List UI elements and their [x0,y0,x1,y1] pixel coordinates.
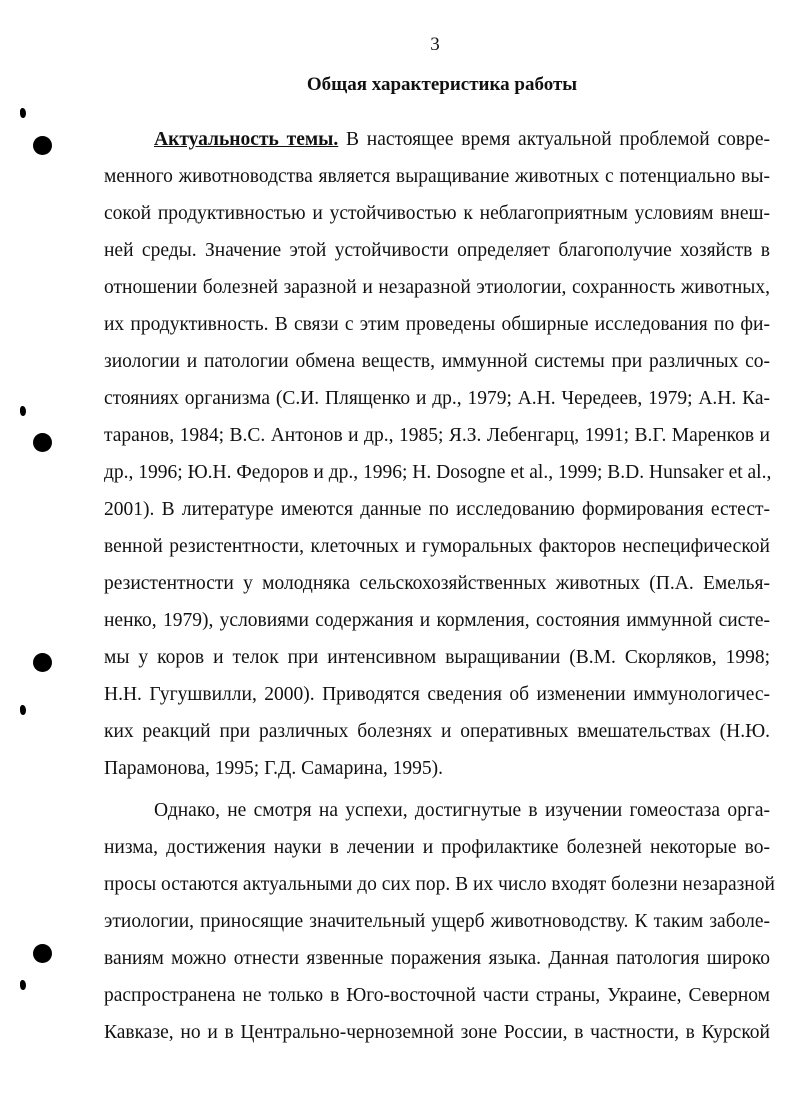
paragraph-line: Кавказе, но и в Центрально-черноземной зоне России, в частности, в Курской [104,1022,770,1043]
paragraph-line: мы у коров и телок при интенсивном выращивании (В.М. Скорляков, 1998; [104,647,770,668]
paragraph-line: Парамонова, 1995; Г.Д. Самарина, 1995). [104,758,443,779]
paragraph-line: резистентности у молодняка сельскохозяйственных животных (П.А. Емелья- [104,573,770,594]
paragraph-line: таранов, 1984; В.С. Антонов и др., 1985; Я.З. Лебенгарц, 1991; В.Г. Маренков и [104,425,770,446]
paragraph-line: 2001). В литературе имеются данные по исследованию формирования естест- [104,499,770,520]
paragraph-line: Н.Н. Гугушвилли, 2000). Приводятся сведения об изменении иммунологичес- [104,684,770,705]
paragraph-line: Актуальность темы. В настоящее время актуальной проблемой совре- [154,129,771,150]
paragraph-line: низма, достижения науки в лечении и профилактике болезней некоторые во- [104,837,770,858]
paragraph-line: венной резистентности, клеточных и гуморальных факторов неспецифической [104,536,770,557]
paragraph-line: этиологии, приносящие значительный ущерб животноводству. К таким заболе- [104,911,770,932]
paragraph-line: отношении болезней заразной и незаразной этиологии, сохранность животных, [104,277,770,298]
page-title: Общая характеристика работы [306,74,578,95]
binding-hole [33,653,52,672]
paragraph-line: стояниях организма (С.И. Плященко и др., 1979; А.Н. Чередеев, 1979; А.Н. Ка- [104,388,770,409]
binding-hole [33,433,52,452]
scan-speck [20,406,26,416]
paragraph-line: менного животноводства является выращивание животных с потенциально вы- [104,166,770,187]
binding-hole [33,136,52,155]
paragraph-line: сокой продуктивностью и устойчивостью к неблагоприятным условиям внеш- [104,203,770,224]
scan-speck [20,980,26,990]
paragraph-line: ненко, 1979), условиями содержания и кормления, состояния иммунной систе- [104,610,770,631]
section-keyword: Актуальность темы. [154,129,339,150]
paragraph-line: их продуктивность. В связи с этим проведены обширные исследования по фи- [104,314,770,335]
paragraph-line: ней среды. Значение этой устойчивости определяет благополучие хозяйств в [104,240,770,261]
binding-hole [33,944,52,963]
paragraph-line: Однако, не смотря на успехи, достигнутые в изучении гомеостаза орга- [154,800,770,821]
paragraph-line: ких реакций при различных болезнях и оперативных вмешательствах (Н.Ю. [104,721,770,742]
paragraph-line: ваниям можно отнести язвенные поражения языка. Данная патология широко [104,948,770,969]
paragraph-line: зиологии и патологии обмена веществ, иммунной системы при различных со- [104,351,770,372]
scan-speck [20,108,26,118]
paragraph-line: просы остаются актуальными до сих пор. В их число входят болезни незаразной [104,874,775,895]
scan-speck [20,705,26,715]
paragraph-line: распространена не только в Юго-восточной части страны, Украине, Северном [104,985,770,1006]
page-number: 3 [430,34,440,55]
paragraph-line: др., 1996; Ю.Н. Федоров и др., 1996; H. Dosogne et al., 1999; B.D. Hunsaker et al., [104,462,772,483]
